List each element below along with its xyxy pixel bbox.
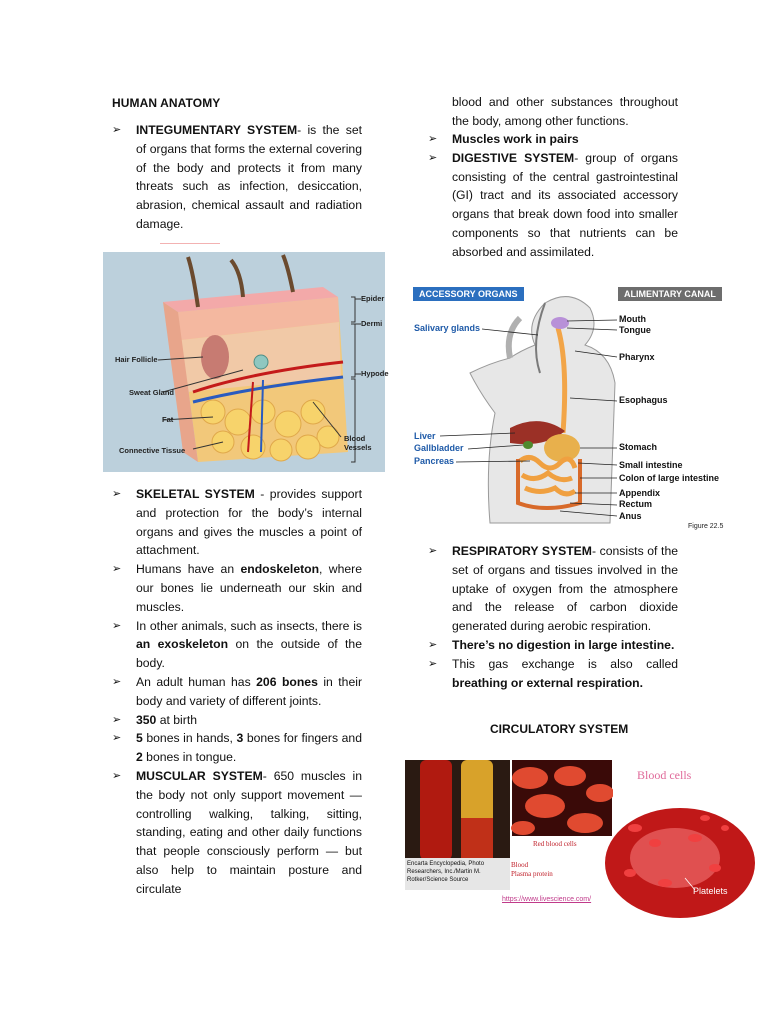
blood-collage bbox=[405, 748, 739, 908]
label-hair-follicle: Hair Follicle bbox=[115, 355, 158, 364]
arrow-bullet-icon: ➢ bbox=[112, 488, 122, 500]
muscular-continuation: blood and other substances throughout the body, among other functions. bbox=[452, 95, 678, 128]
list-item-muscular: ➢ MUSCULAR SYSTEM- 650 muscles in the body not only support movement — controlling walking, talking, sitting, standing, eating and other daily functions that people consciously perform — but also help to maintain posture and circulate bbox=[112, 768, 363, 896]
digestive-illustration bbox=[410, 283, 728, 528]
label-blood: Blood bbox=[511, 861, 529, 869]
arrow-bullet-icon: ➢ bbox=[428, 638, 438, 651]
arrow-bullet-icon: ➢ bbox=[112, 124, 122, 136]
divider bbox=[160, 243, 220, 244]
label-connective-tissue: Connective Tissue bbox=[119, 446, 186, 455]
list-item-endoskeleton: ➢ Humans have an endoskeleton, where our bones lie underneath our skin and muscles. bbox=[112, 562, 362, 614]
list-item-respiratory: ➢ RESPIRATORY SYSTEM- consists of the set of organs and tissues involved in the uptake of oxygen from the atmosphere and the release of carbon dioxide generated during aerobic respiration. bbox=[428, 544, 678, 634]
list-item-350-birth: ➢ 350 at birth bbox=[112, 711, 362, 730]
label-platelets: Platelets bbox=[693, 886, 728, 896]
list-item-muscles-pairs: ➢ Muscles work in pairs bbox=[428, 130, 678, 149]
arrow-bullet-icon: ➢ bbox=[112, 563, 122, 576]
label-small-intestine: Small intestine bbox=[619, 460, 683, 470]
label-pancreas: Pancreas bbox=[414, 456, 455, 466]
label-pharynx: Pharynx bbox=[619, 352, 655, 362]
list-item-no-digestion: ➢ There’s no digestion in large intestine. bbox=[428, 636, 678, 655]
label-colon: Colon of large intestine bbox=[619, 473, 720, 483]
arrow-bullet-icon: ➢ bbox=[112, 769, 122, 782]
label-plasma-protein: Plasma protein bbox=[511, 870, 553, 878]
arrow-bullet-icon: ➢ bbox=[428, 133, 438, 145]
label-gallbladder: Gallbladder bbox=[414, 443, 464, 453]
photo-credit: Encarta Encyclopedia, Photo Researchers, Inc./Martin M. Rotker/Science Source bbox=[407, 861, 485, 883]
digestive-diagram bbox=[410, 283, 728, 528]
label-tongue: Tongue bbox=[619, 325, 651, 335]
skeletal-list bbox=[112, 485, 362, 899]
list-item-exoskeleton: ➢ In other animals, such as insects, there is an exoskeleton on the outside of the body. bbox=[112, 618, 362, 671]
label-blood: Blood bbox=[344, 434, 366, 443]
label-sweat-gland: Sweat Gland bbox=[129, 388, 175, 397]
arrow-bullet-icon: ➢ bbox=[428, 657, 438, 670]
label-hypodermis: Hypode bbox=[361, 369, 389, 378]
label-liver: Liver bbox=[414, 431, 436, 441]
list-item-integumentary: ➢ INTEGUMENTARY SYSTEM- is the set of organs that forms the external covering of the body and protects it from many threats such as infection, desiccation, abrasion, chemical assault and radiation damage. bbox=[112, 123, 362, 231]
label-salivary-glands: Salivary glands bbox=[414, 323, 481, 333]
skin-diagram bbox=[103, 252, 389, 472]
label-fat: Fat bbox=[162, 415, 174, 424]
accessory-organs-header: ACCESSORY ORGANS bbox=[413, 287, 524, 301]
integumentary-list bbox=[112, 121, 362, 234]
label-epidermis: Epider bbox=[361, 294, 385, 303]
label-mouth: Mouth bbox=[619, 314, 646, 324]
arrow-bullet-icon: ➢ bbox=[428, 151, 438, 164]
label-esophagus: Esophagus bbox=[619, 395, 668, 405]
figure-number: Figure 22.5 bbox=[688, 523, 724, 530]
arrow-bullet-icon: ➢ bbox=[112, 713, 122, 726]
arrow-bullet-icon: ➢ bbox=[428, 545, 438, 557]
right-top-list bbox=[428, 130, 678, 262]
arrow-bullet-icon: ➢ bbox=[112, 619, 122, 632]
list-item-digestive: ➢ DIGESTIVE SYSTEM- group of organs consisting of the central gastrointestinal (GI) tract and its associated accessory organs that break down food into smaller components so that nutrients can be absorbed and assimilated. bbox=[428, 150, 678, 259]
list-item-gas-exchange: ➢ This gas exchange is also called breathing or external respiration. bbox=[428, 656, 678, 690]
respiratory-list bbox=[428, 542, 678, 692]
circulatory-heading: CIRCULATORY SYSTEM bbox=[490, 722, 629, 736]
arrow-bullet-icon: ➢ bbox=[112, 732, 122, 745]
arrow-bullet-icon: ➢ bbox=[112, 675, 122, 688]
label-blood-cells: Blood cells bbox=[637, 768, 692, 782]
page-title: HUMAN ANATOMY bbox=[112, 96, 221, 110]
label-rectum: Rectum bbox=[619, 499, 653, 509]
label-stomach: Stomach bbox=[619, 442, 658, 452]
label-dermis: Dermi bbox=[361, 319, 383, 328]
label-appendix: Appendix bbox=[619, 488, 661, 498]
list-item-bones-count: ➢ 5 bones in hands, 3 bones for fingers and 2 bones in tongue. bbox=[112, 731, 362, 765]
label-vessels: Vessels bbox=[344, 443, 372, 452]
list-item-skeletal: ➢ SKELETAL SYSTEM - provides support and protection for the body’s internal organs and gives the muscles a point of attachment. bbox=[112, 487, 363, 558]
label-anus: Anus bbox=[619, 511, 642, 521]
list-item-206-bones: ➢ An adult human has 206 bones in their body and variety of different joints. bbox=[112, 674, 362, 708]
label-red-blood-cells: Red blood cells bbox=[533, 840, 577, 848]
source-link[interactable]: https://www.livescience.com/ bbox=[502, 896, 592, 903]
alimentary-canal-header: ALIMENTARY CANAL bbox=[618, 287, 722, 301]
